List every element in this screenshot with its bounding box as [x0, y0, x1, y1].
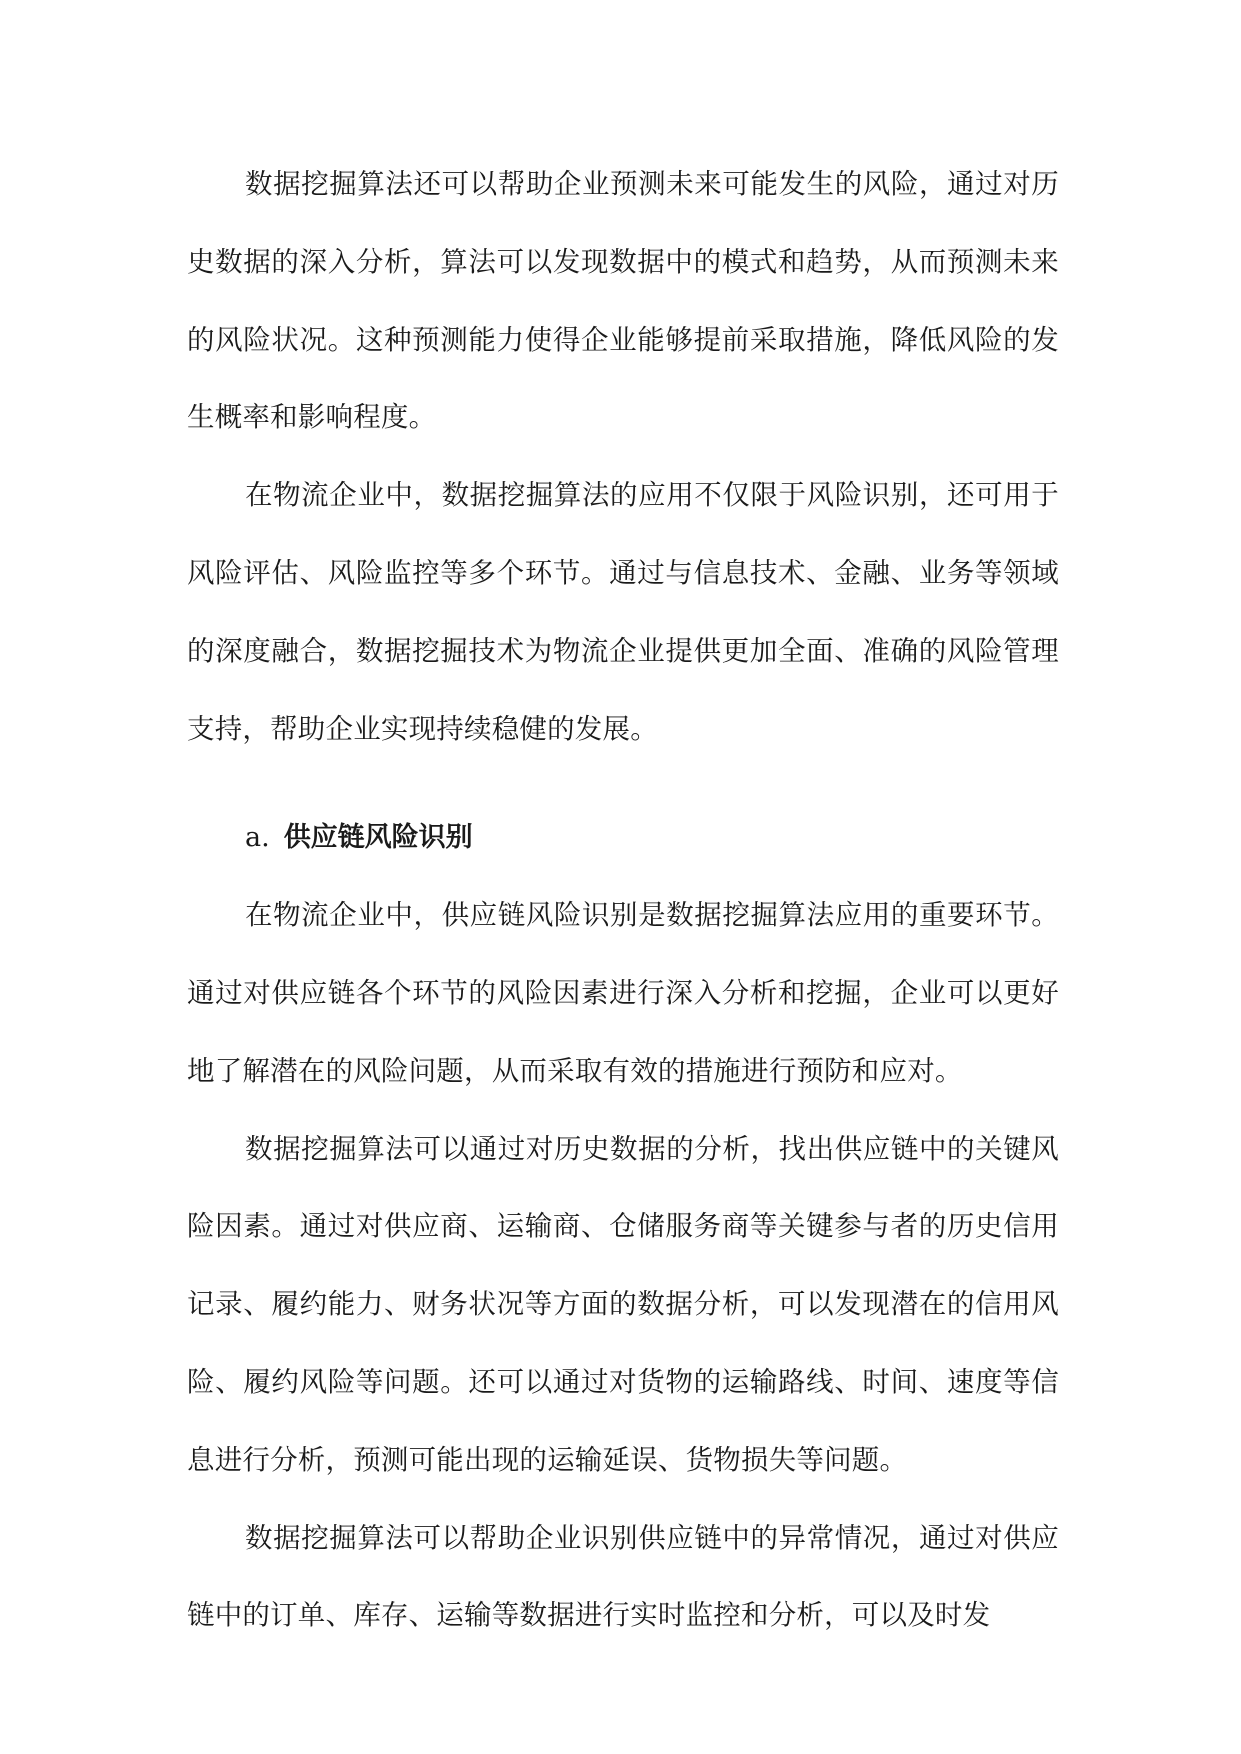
- section-heading-marker: a.: [245, 822, 270, 854]
- paragraph-key-risk-factors: 数据挖掘算法可以通过对历史数据的分析，找出供应链中的关键风险因素。通过对供应商、运输商、仓储服务商等关键参与者的历史信用记录、履约能力、财务状况等方面的数据分析，可以发现潜在的信用风险、履约风险等问题。还可以通过对货物的运输路线、时间、速度等信息进行分析，预测可能出现的运输延误、货物损失等问题。: [187, 1132, 1059, 1476]
- paragraph-supply-chain-intro: 在物流企业中，供应链风险识别是数据挖掘算法应用的重要环节。通过对供应链各个环节的风险因素进行深入分析和挖掘，企业可以更好地了解潜在的风险问题，从而采取有效的措施进行预防和应对。: [187, 899, 1059, 1087]
- paragraph-anomaly-detection: 数据挖掘算法可以帮助企业识别供应链中的异常情况，通过对供应链中的订单、库存、运输等数据进行实时监控和分析，可以及时发: [187, 1521, 1059, 1632]
- section-heading-title: 供应链风险识别: [283, 822, 473, 854]
- paragraph-risk-prediction: 数据挖掘算法还可以帮助企业预测未来可能发生的风险，通过对历史数据的深入分析，算法可以发现数据中的模式和趋势，从而预测未来的风险状况。这种预测能力使得企业能够提前采取措施，降低风险的发生概率和影响程度。: [187, 168, 1059, 434]
- document-body: [187, 146, 1059, 1655]
- section-heading: [187, 799, 1059, 877]
- paragraph-algorithm-applications: 在物流企业中，数据挖掘算法的应用不仅限于风险识别，还可用于风险评估、风险监控等多个环节。通过与信息技术、金融、业务等领域的深度融合，数据挖掘技术为物流企业提供更加全面、准确的风险管理支持，帮助企业实现持续稳健的发展。: [187, 479, 1059, 745]
